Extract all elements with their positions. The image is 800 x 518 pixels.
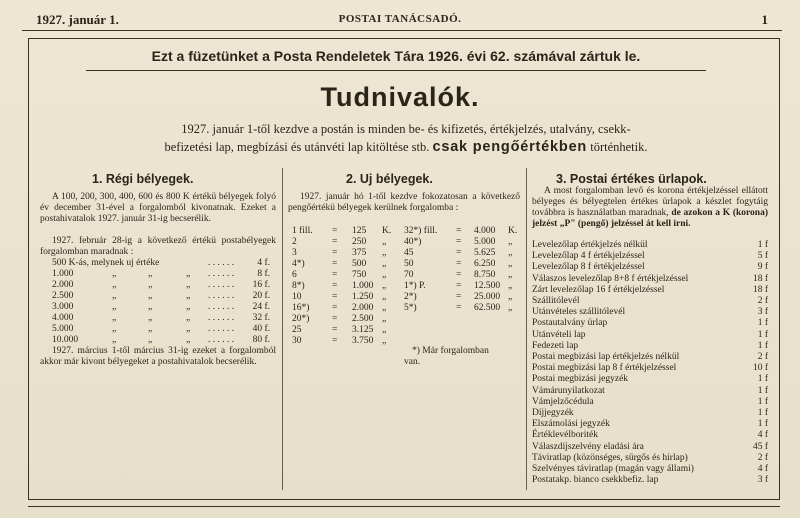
col2-cell-h: „	[508, 281, 513, 291]
col2-cell-a: 16*)	[292, 303, 310, 313]
col2-cell-a: 3	[292, 248, 297, 258]
intro-line-1: 1927. január 1-től kezdve a postán is minden be- és kifizetés, értékjelzés, utalvány, csekk-	[181, 122, 631, 136]
new-value: 4 f.	[257, 258, 270, 268]
leader-dots: . . . . . .	[208, 280, 235, 290]
form-price: 3 f	[757, 307, 768, 318]
col2-stamp-row	[0, 303, 520, 314]
col2-cell-g: 4.000	[474, 226, 496, 236]
col1-para1: A 100, 200, 300, 400, 600 és 800 K értékü bélyegek folyó év december 31-ével a forgalomból kivonatnak. Ezeket a postahivatalok 1927. január 31-ig becserélik.	[40, 192, 276, 224]
form-price-row	[532, 296, 768, 307]
form-name: Levelezőlap 4 f értékjelzéssel	[532, 251, 645, 262]
closing-notice: Ezt a füzetünket a Posta Rendeletek Tára 1926. évi 62. számával zártuk le.	[151, 48, 641, 64]
form-price-row	[532, 464, 768, 475]
form-price: 5 f	[757, 251, 768, 262]
form-price-row	[532, 386, 768, 397]
col2-title: 2. Uj bélyegek.	[346, 172, 433, 186]
new-value: 32 f.	[252, 313, 270, 323]
form-price: 9 f	[757, 262, 768, 273]
col2-footnote: *) Már forgalomban van.	[404, 346, 489, 367]
col2-cell-g: 62.500	[474, 303, 501, 313]
new-value: 80 f.	[252, 335, 270, 345]
col2-cell-b: =	[332, 226, 338, 236]
col2-cell-d: „	[382, 237, 387, 247]
col2-cell-e: 5*)	[404, 303, 417, 313]
new-value: 16 f.	[252, 280, 270, 290]
new-value: 8 f.	[257, 269, 270, 279]
col2-cell-f: =	[456, 281, 462, 291]
col2-cell-f: =	[456, 292, 462, 302]
col2-cell-b: =	[332, 248, 338, 258]
new-value: 24 f.	[252, 302, 270, 312]
new-value: 40 f.	[252, 324, 270, 334]
header-rule	[22, 30, 782, 31]
col2-cell-b: =	[332, 237, 338, 247]
col2-cell-h: K.	[508, 226, 518, 236]
form-price-row	[532, 318, 768, 329]
col2-cell-g: 25.000	[474, 292, 501, 302]
ditto-mark: „	[186, 291, 191, 301]
form-name: Postai megbizási jegyzék	[532, 374, 629, 385]
col2-stamp-row	[0, 292, 520, 303]
form-price-row	[532, 442, 768, 453]
form-name: Postatakp. bianco csekkbefiz. lap	[532, 475, 659, 486]
col2-cell-b: =	[332, 325, 338, 335]
col2-cell-f: =	[456, 248, 462, 258]
col2-cell-d: „	[382, 336, 387, 346]
publication-title: POSTAI TANÁCSADÓ.	[338, 13, 462, 25]
form-price: 3 f	[757, 475, 768, 486]
form-price-row	[532, 453, 768, 464]
ditto-mark: „	[112, 302, 117, 312]
col2-cell-a: 30	[292, 336, 302, 346]
col2-cell-e: 40*)	[404, 237, 422, 247]
ditto-mark: „	[186, 269, 191, 279]
old-value: 1.000	[52, 269, 74, 279]
ditto-mark: „	[186, 302, 191, 312]
ditto-mark: „	[112, 291, 117, 301]
col2-cell-g: 12.500	[474, 281, 501, 291]
col2-cell-c: 1.000	[352, 281, 374, 291]
form-name: Zárt levelezőlap 16 f értékjelzéssel	[532, 284, 665, 295]
form-price-row	[532, 475, 768, 486]
col2-cell-b: =	[332, 259, 338, 269]
old-value: 2.500	[52, 291, 74, 301]
intro-line-2-end: történhetik.	[590, 140, 648, 154]
col3-intro-text: A most forgalomban levő és korona értékjelzéssel ellátott bélyeges és bélyegtelen értékes ürlapok a készlet fogytáig továbbra is használatban maradnak,	[532, 186, 768, 218]
ditto-mark: „	[148, 313, 153, 323]
col2-stamp-row	[0, 325, 520, 336]
col2-cell-b: =	[332, 292, 338, 302]
intro-line-2	[36, 138, 776, 156]
col2-cell-b: =	[332, 303, 338, 313]
col2-cell-c: 125	[352, 226, 367, 236]
col2-cell-f: =	[456, 259, 462, 269]
form-price-row	[532, 419, 768, 430]
ditto-mark: „	[148, 269, 153, 279]
form-name: Vámárunyilatkozat	[532, 385, 605, 396]
col2-cell-d: „	[382, 292, 387, 302]
col2-cell-c: 3.750	[352, 336, 374, 346]
main-heading: Tudnivalók.	[320, 82, 480, 112]
form-price: 1 f	[757, 340, 768, 351]
form-name: Szállitólevél	[532, 296, 580, 306]
col2-cell-b: =	[332, 281, 338, 291]
form-price: 1 f	[757, 240, 768, 250]
col2-para1: 1927. január hó 1-től kezdve fokozatosan a következő pengőértékü bélyegek kerülnek forgalomba :	[288, 192, 520, 213]
col2-stamp-row	[0, 237, 520, 248]
form-name: Szelvényes táviratlap (magán vagy állami)	[532, 464, 694, 474]
form-price-row	[532, 307, 768, 318]
ditto-mark: „	[148, 280, 153, 290]
ditto-mark: „	[112, 335, 117, 345]
form-price: 18 f	[752, 273, 768, 284]
form-price-row	[532, 240, 768, 251]
col2-cell-d: „	[382, 303, 387, 313]
form-price-row	[532, 374, 768, 385]
form-price-row	[532, 363, 768, 374]
form-price: 2 f	[757, 452, 768, 463]
leader-dots: . . . . . .	[208, 313, 235, 323]
col2-cell-e: 1*) P.	[404, 281, 426, 291]
col2-cell-d: „	[382, 248, 387, 258]
form-name: Postai megbizási lap értékjelzés nélkül	[532, 352, 680, 362]
col3-intro-bold: de azokon a K (korona) jelzést „P" (pengő) jelzéssel át kell irni.	[532, 208, 769, 229]
form-price: 45 f	[752, 441, 768, 452]
form-price: 4 f	[757, 464, 768, 474]
form-price-row	[532, 397, 768, 408]
leader-dots: . . . . . .	[208, 335, 235, 345]
old-value: 500 K-ás, melynek uj értéke	[52, 258, 160, 268]
col2-cell-c: 1.250	[352, 292, 374, 302]
issue-date: 1927. január 1.	[36, 12, 119, 27]
ditto-mark: „	[112, 280, 117, 290]
form-price-row	[532, 430, 768, 441]
ditto-mark: „	[186, 313, 191, 323]
intro-line-2-start: befizetési lap, megbízási és utánvéti lap kitöltése stb.	[164, 140, 430, 154]
col2-cell-c: 500	[352, 259, 367, 269]
ditto-mark: „	[148, 302, 153, 312]
leader-dots: . . . . . .	[208, 258, 235, 268]
ditto-mark: „	[148, 291, 153, 301]
col2-cell-f: =	[456, 270, 462, 280]
col2-cell-h: „	[508, 259, 513, 269]
form-price: 1 f	[757, 408, 768, 418]
col2-cell-e: 32*) fill.	[404, 226, 438, 236]
column-divider-2	[526, 168, 527, 490]
col2-stamp-row	[0, 314, 520, 325]
form-price: 2 f	[757, 296, 768, 306]
col2-cell-g: 8.750	[474, 270, 496, 280]
ditto-mark: „	[112, 313, 117, 323]
col2-cell-b: =	[332, 314, 338, 324]
col2-cell-g: 5.625	[474, 248, 496, 258]
col2-cell-e: 70	[404, 270, 414, 280]
form-price-row	[532, 274, 768, 285]
col2-cell-h: „	[508, 292, 513, 302]
form-name: Vámjelzőcédula	[532, 396, 594, 407]
ditto-mark: „	[186, 335, 191, 345]
col2-cell-a: 8*)	[292, 281, 305, 291]
form-name: Díjjegyzék	[532, 408, 574, 418]
col2-cell-c: 3.125	[352, 325, 374, 335]
col1-title: 1. Régi bélyegek.	[92, 172, 194, 186]
old-value: 2.000	[52, 280, 74, 290]
form-price: 1 f	[757, 419, 768, 430]
col2-cell-d: „	[382, 325, 387, 335]
form-price-row	[532, 352, 768, 363]
col2-cell-a: 6	[292, 270, 297, 280]
form-price: 2 f	[757, 352, 768, 362]
form-name: Postai megbizási lap 8 f értékjelzéssel	[532, 363, 677, 374]
col2-stamp-row	[0, 248, 520, 259]
notice-underline	[86, 70, 706, 71]
col2-cell-a: 1 fill.	[292, 226, 313, 236]
col2-cell-h: „	[508, 270, 513, 280]
form-price-row	[532, 262, 768, 273]
leader-dots: . . . . . .	[208, 291, 235, 301]
col1-para2: 1927. február 28-ig a következő értékü postabélyegek forgalomban maradnak :	[40, 236, 276, 257]
intro-paragraph	[36, 120, 776, 156]
form-name: Elszámolási jegyzék	[532, 419, 610, 430]
col2-cell-h: „	[508, 237, 513, 247]
col2-cell-a: 4*)	[292, 259, 305, 269]
col3-title: 3. Postai értékes ürlapok.	[556, 172, 707, 186]
col2-stamp-row	[0, 281, 520, 292]
col2-cell-g: 5.000	[474, 237, 496, 247]
ditto-mark: „	[148, 324, 153, 334]
form-price: 1 f	[757, 396, 768, 407]
footer-rule	[28, 506, 780, 507]
col2-stamp-row	[0, 226, 520, 237]
old-value: 3.000	[52, 302, 74, 312]
old-value: 4.000	[52, 313, 74, 323]
col2-cell-e: 2*)	[404, 292, 417, 302]
form-price: 1 f	[757, 385, 768, 396]
leader-dots: . . . . . .	[208, 324, 235, 334]
col2-cell-a: 10	[292, 292, 302, 302]
col2-cell-f: =	[456, 237, 462, 247]
col2-cell-d: „	[382, 270, 387, 280]
running-head	[0, 10, 800, 30]
col2-cell-e: 45	[404, 248, 414, 258]
form-name: Utánvételi lap	[532, 329, 586, 340]
col2-cell-a: 25	[292, 325, 302, 335]
form-name: Utánvételes szállitólevél	[532, 307, 626, 318]
col2-cell-f: =	[456, 226, 462, 236]
col2-cell-d: K.	[382, 226, 392, 236]
ditto-mark: „	[186, 324, 191, 334]
col2-stamp-row	[0, 270, 520, 281]
form-price: 18 f	[752, 284, 768, 295]
col2-cell-a: 20*)	[292, 314, 310, 324]
col2-cell-h: „	[508, 303, 513, 313]
form-price: 10 f	[752, 363, 768, 374]
col2-cell-c: 750	[352, 270, 367, 280]
form-price: 1 f	[757, 374, 768, 385]
old-value: 5.000	[52, 324, 74, 334]
col2-cell-d: „	[382, 259, 387, 269]
form-price-row	[532, 330, 768, 341]
ditto-mark: „	[148, 335, 153, 345]
form-price-row	[532, 408, 768, 419]
ditto-mark: „	[186, 280, 191, 290]
form-price-row	[532, 285, 768, 296]
col2-cell-a: 2	[292, 237, 297, 247]
col2-cell-h: „	[508, 248, 513, 258]
col2-cell-b: =	[332, 336, 338, 346]
col2-cell-d: „	[382, 281, 387, 291]
old-value: 10.000	[52, 335, 79, 345]
leader-dots: . . . . . .	[208, 302, 235, 312]
form-name: Postautalvány ürlap	[532, 318, 608, 329]
col2-cell-e: 50	[404, 259, 414, 269]
form-name: Értéklevélboriték	[532, 430, 598, 441]
form-name: Táviratlap (közönséges, sürgős és hírlap)	[532, 452, 688, 463]
form-name: Válaszdíjszelvény eladási ára	[532, 441, 644, 452]
ditto-mark: „	[112, 324, 117, 334]
form-name: Levelezőlap értékjelzés nélkül	[532, 240, 648, 250]
new-value: 20 f.	[252, 291, 270, 301]
form-name: Válaszos levelezőlap 8+8 f értékjelzéssel	[532, 273, 689, 284]
form-price-row	[532, 341, 768, 352]
form-price: 1 f	[757, 318, 768, 329]
form-name: Levelezőlap 8 f értékjelzéssel	[532, 262, 645, 273]
col2-cell-c: 250	[352, 237, 367, 247]
intro-emphasis: csak pengőértékben	[432, 139, 588, 155]
col2-stamp-row	[0, 259, 520, 270]
col3-intro	[532, 186, 768, 230]
col2-cell-b: =	[332, 270, 338, 280]
col2-cell-c: 2.500	[352, 314, 374, 324]
col2-cell-d: „	[382, 314, 387, 324]
form-price: 1 f	[757, 329, 768, 340]
col1-para3: 1927. március 1-től március 31-ig ezeket a forgalomból akkor már kivont bélyegeket a postahivatalok becserélik.	[40, 346, 276, 367]
page-number: 1	[761, 12, 768, 27]
form-price: 4 f	[757, 430, 768, 441]
form-price-row	[532, 251, 768, 262]
col2-cell-c: 375	[352, 248, 367, 258]
ditto-mark: „	[112, 269, 117, 279]
col2-cell-g: 6.250	[474, 259, 496, 269]
col2-cell-f: =	[456, 303, 462, 313]
col2-cell-c: 2.000	[352, 303, 374, 313]
leader-dots: . . . . . .	[208, 269, 235, 279]
form-name: Fedezeti lap	[532, 340, 579, 351]
